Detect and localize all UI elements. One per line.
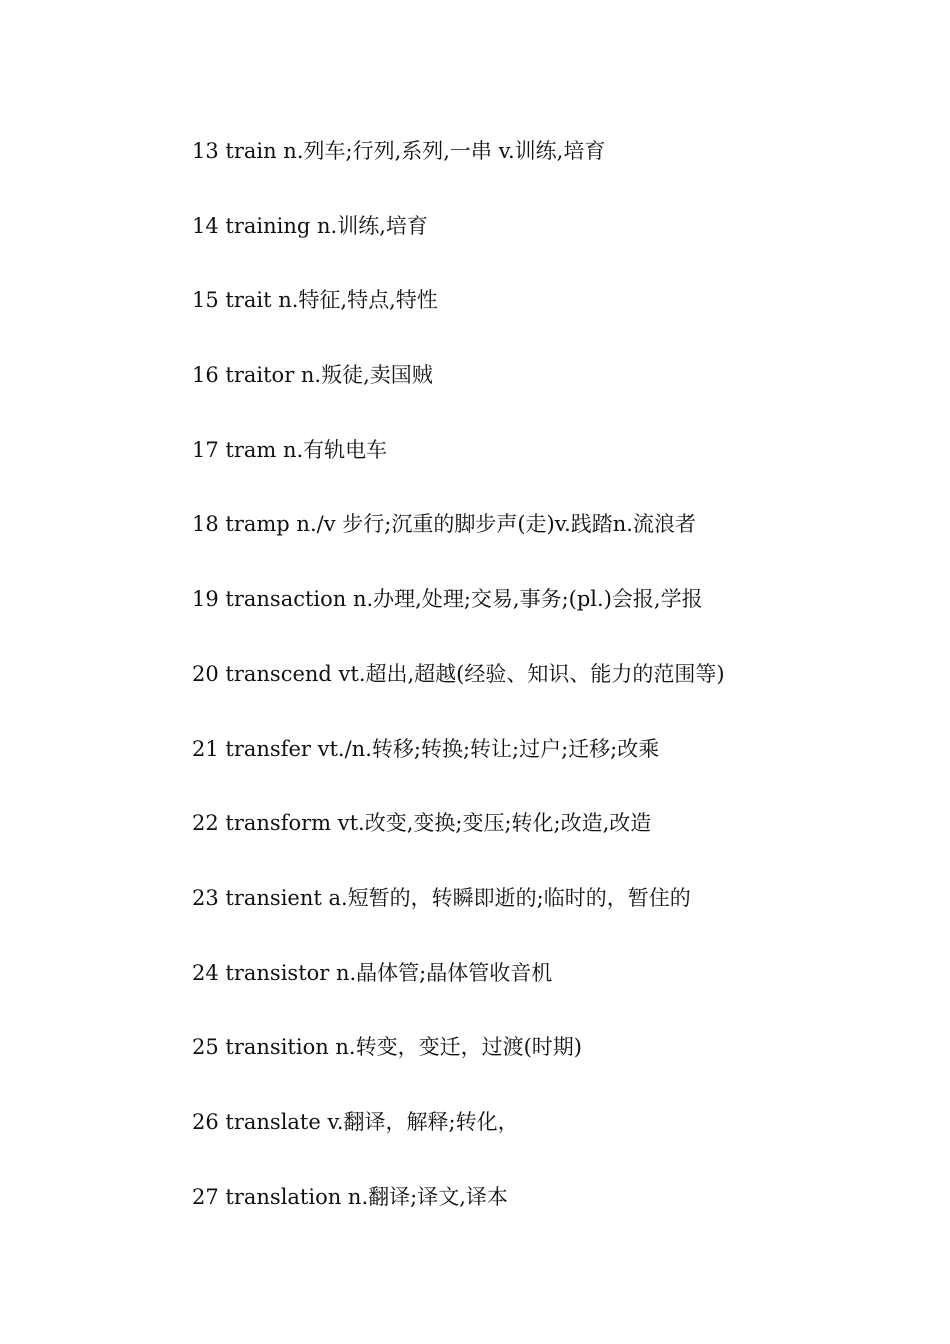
vocabulary-entry: 25 transition n.转变，变迁，过渡(时期) (192, 1035, 582, 1060)
vocabulary-entry: 27 translation n.翻译;译文,译本 (192, 1184, 508, 1209)
vocabulary-entry: 15 trait n.特征,特点,特性 (192, 288, 438, 313)
vocabulary-entry: 24 transistor n.晶体管;晶体管收音机 (192, 960, 553, 985)
vocabulary-entry: 26 translate v.翻译，解释;转化， (192, 1109, 519, 1134)
vocabulary-entry: 13 train n.列车;行列,系列,一串 v.训练,培育 (192, 139, 606, 163)
vocabulary-list (192, 133, 725, 1253)
vocabulary-entry: 17 tram n.有轨电车 (192, 437, 388, 462)
vocabulary-entry: 14 training n.训练,培育 (192, 213, 428, 238)
vocabulary-entry: 20 transcend vt.超出,超越(经验、知识、能力的范围等) (192, 661, 725, 686)
vocabulary-entry: 19 transaction n.办理,处理;交易,事务;(pl.)会报,学报 (192, 587, 703, 612)
vocabulary-entry: 21 transfer vt./n.转移;转换;转让;过户;迁移;改乘 (192, 736, 660, 761)
vocabulary-entry: 18 tramp n./v 步行;沉重的脚步声(走)v.践踏n.流浪者 (192, 512, 696, 537)
vocabulary-entry: 22 transform vt.改变,变换;变压;转化;改造,改造 (192, 811, 652, 836)
vocabulary-entry: 16 traitor n.叛徒,卖国贼 (192, 363, 433, 388)
vocabulary-entry: 23 transient a.短暂的，转瞬即逝的;临时的，暂住的 (192, 885, 691, 910)
